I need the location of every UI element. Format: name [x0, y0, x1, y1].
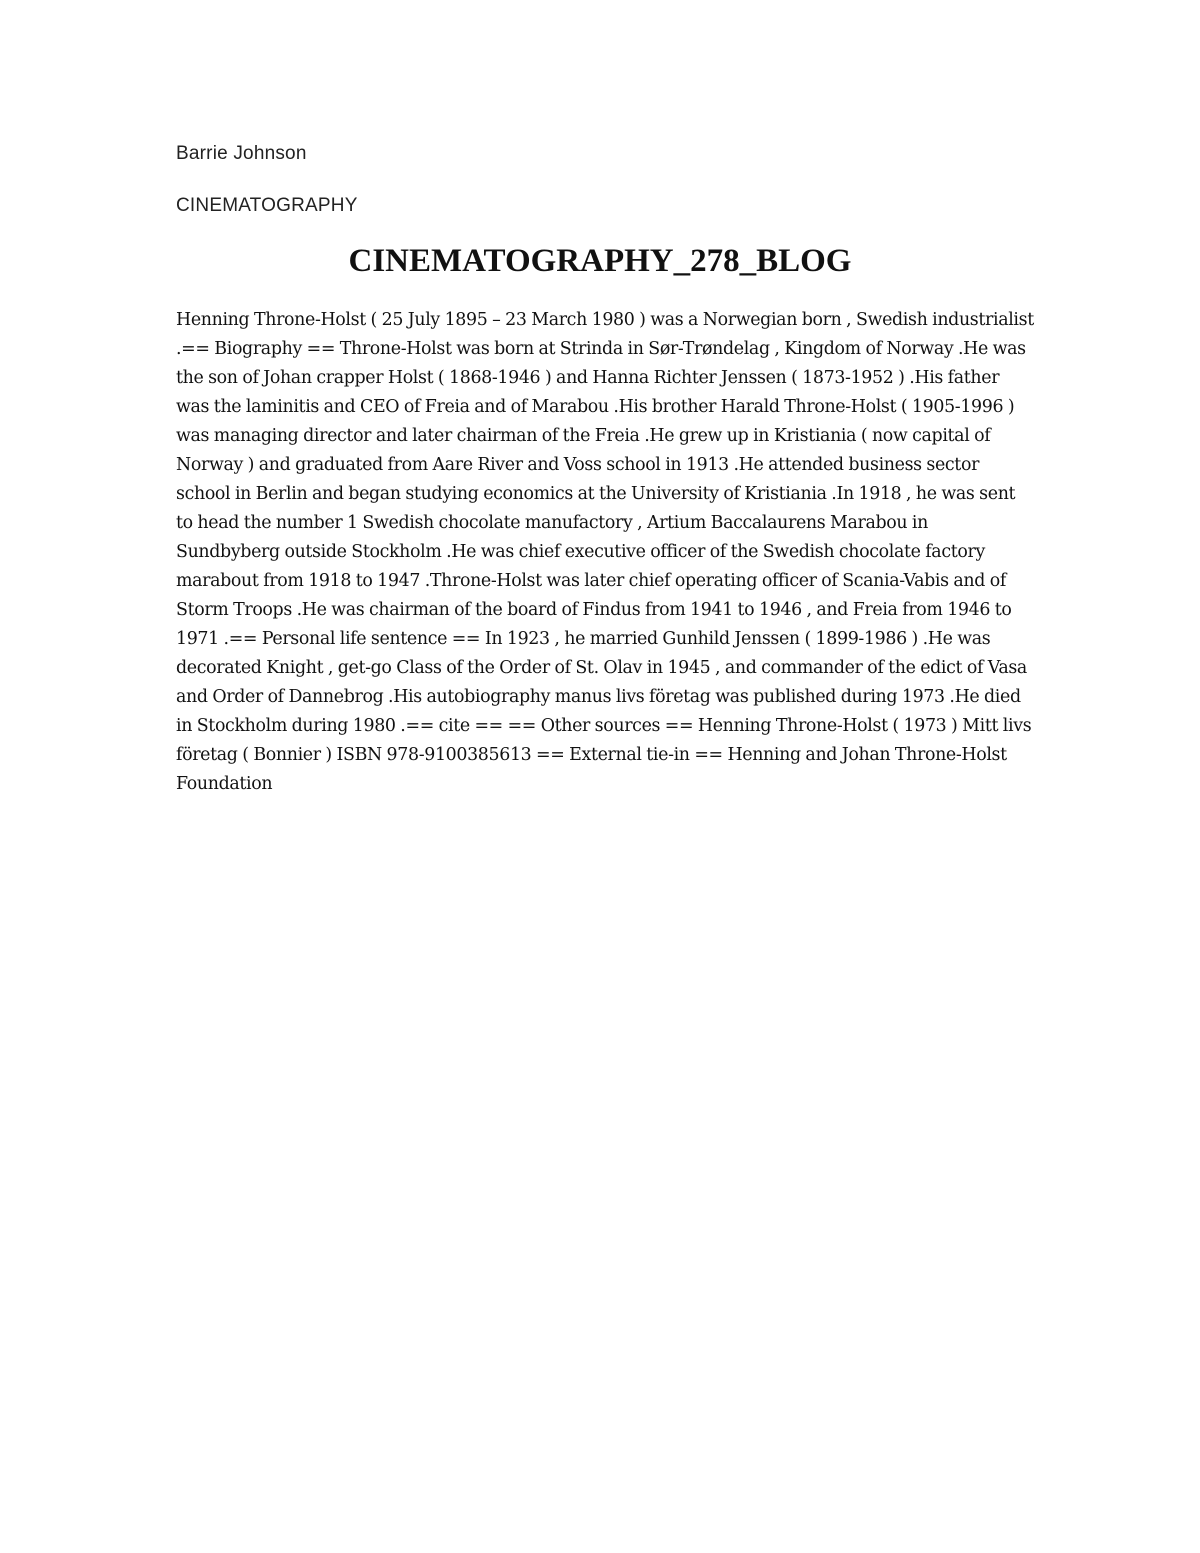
body-paragraph: Henning Throne-Holst ( 25 July 1895 – 23 March 1980 ) was a Norwegian born , Swedish industrialist .== Biography == Throne-Holst was born at Strinda in Sør-Trøndelag , Kingdom of Norway .He was the son of Johan crapper Holst ( 1868-1946 ) and Hanna Richter Jenssen ( 1873-1952 ) .His father was the laminitis and CEO of Freia and of Marabou .His brother Harald Throne-Holst ( 1905-1996 ) was managing director and later chairman of the Freia .He grew up in Kristiania ( now capital of Norway ) and graduated from Aare River and Voss school in 1913 .He attended business sector school in Berlin and began studying economics at the University of Kristiania .In 1918 , he was sent to head the number 1 Swedish chocolate manufactory , Artium Baccalaurens Marabou in Sundbyberg outside Stockholm .He was chief executive officer of the Swedish chocolate factory marabout from 1918 to 1947 .Throne-Holst was later chief operating officer of Scania-Vabis and of Storm Troops .He was chairman of the board of Findus from 1941 to 1946 , and Freia from 1946 to 1971 .== Personal life sentence == In 1923 , he married Gunhild Jenssen ( 1899-1986 ) .He was decorated Knight , get-go Class of the Order of St. Olav in 1945 , and commander of the edict of Vasa and Order of Dannebrog .His autobiography manus livs företag was published during 1973 .He died in Stockholm during 1980 .== cite == == Other sources == Henning Throne-Holst ( 1973 ) Mitt livs företag ( Bonnier ) ISBN 978-9100385613 == External tie-in == Henning and Johan Throne-Holst Foundation	[176, 310, 1034, 794]
subject-label: CINEMATOGRAPHY	[176, 195, 358, 216]
document-title: CINEMATOGRAPHY_278_BLOG	[348, 243, 852, 279]
author-name: Barrie Johnson	[176, 143, 307, 164]
